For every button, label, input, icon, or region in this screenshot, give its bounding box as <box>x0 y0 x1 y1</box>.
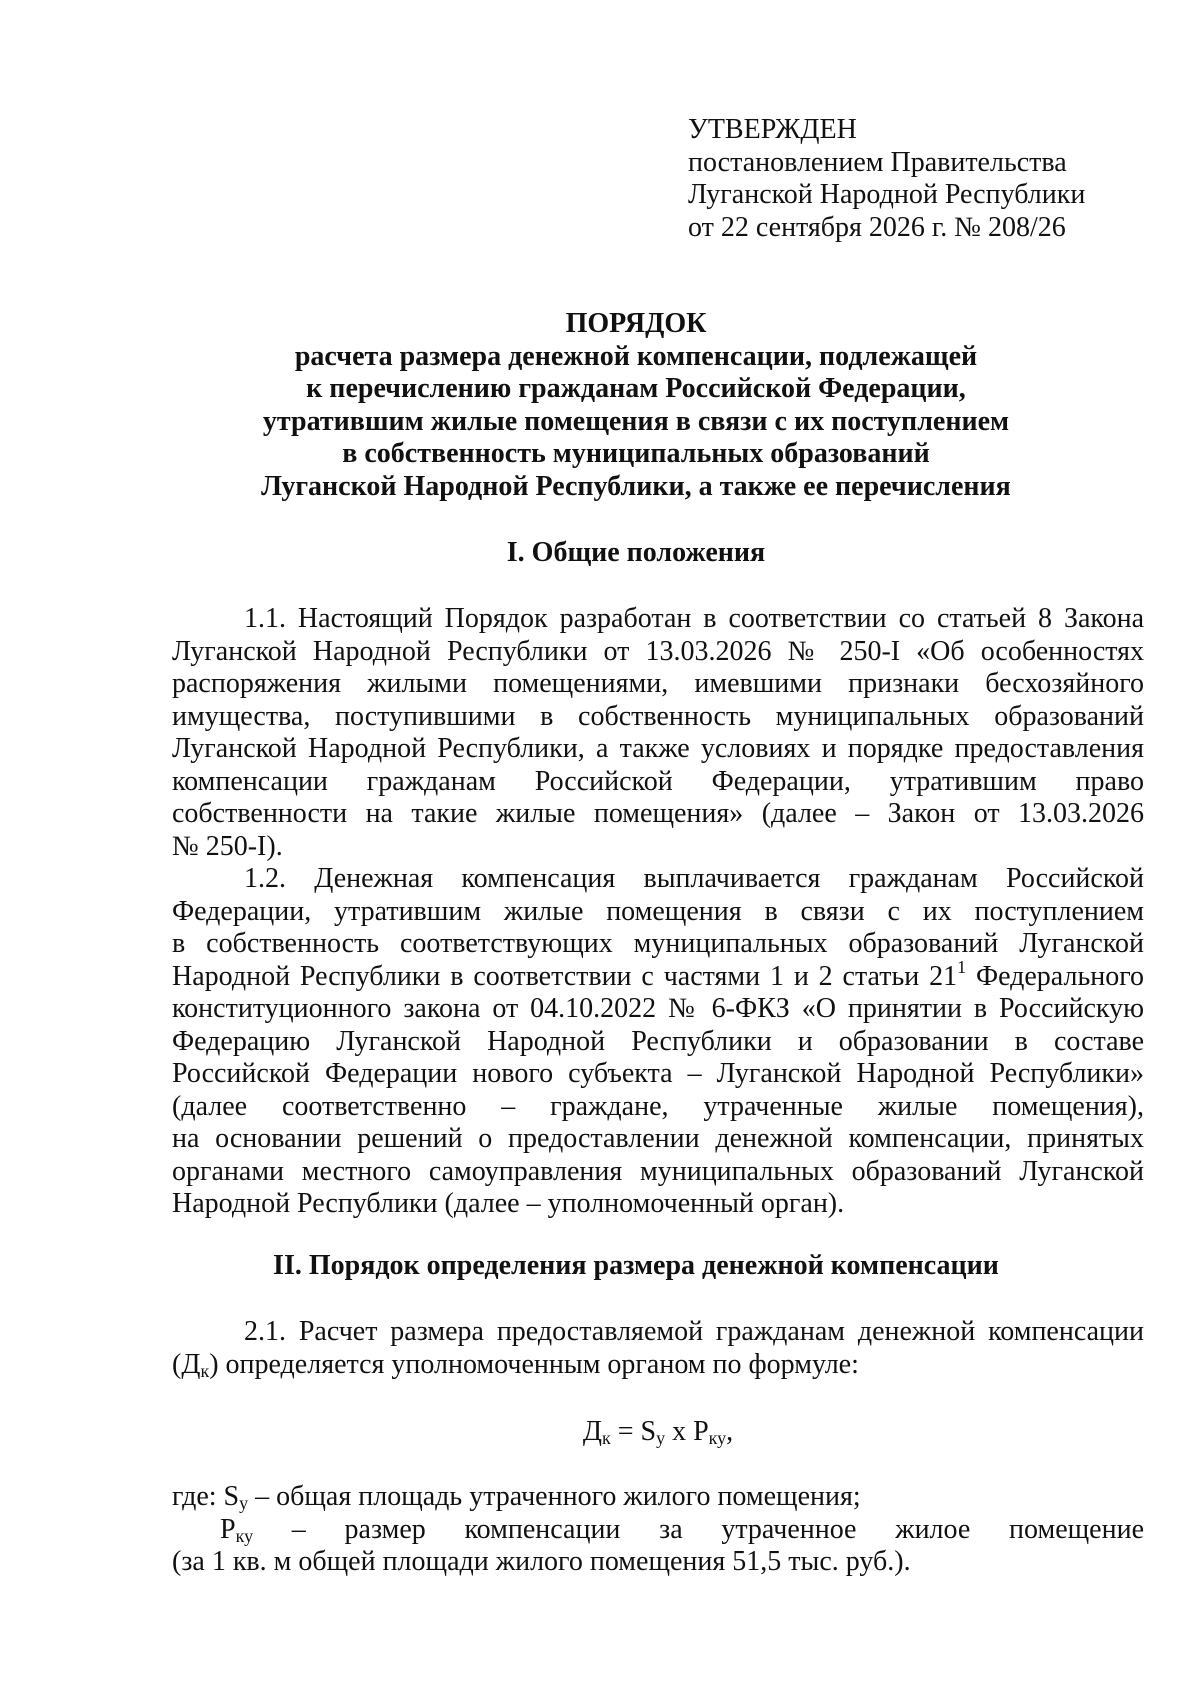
text-line: 1.1. Настоящий Порядок разработан в соответствии со статьей 8 Закона <box>244 603 1144 634</box>
text-line: органами местного самоуправления муниципальных образований Луганской <box>172 1155 1144 1187</box>
text-line: № 250-I). <box>172 830 283 862</box>
title-line: в собственность муниципальных образований <box>342 438 930 469</box>
formula-part: x Р <box>665 1416 709 1447</box>
superscript: 1 <box>957 956 967 977</box>
text-line: на основании решений о предоставлении денежной компенсации, принятых <box>172 1123 1144 1154</box>
formula-part: , <box>726 1416 734 1447</box>
text-line: Российской Федерации нового субъекта – Луганской Народной Республики» <box>172 1058 1144 1089</box>
subscript: ку <box>708 1428 727 1448</box>
text-line: 1.2. Денежная компенсация выплачивается гражданам Российской <box>244 863 1144 894</box>
text-line: 2.1. Расчет размера предоставляемой гражданам денежной компенсации <box>244 1316 1144 1347</box>
approval-line: УТВЕРЖДЕН <box>688 114 857 145</box>
paragraph-1-1 <box>172 603 1144 863</box>
paragraph-2-1 <box>172 1316 1144 1381</box>
title-line: расчета размера денежной компенсации, подлежащей <box>294 340 978 372</box>
formula-legend <box>172 1481 1144 1579</box>
text-span: Р <box>220 1513 236 1545</box>
approval-line: Луганской Народной Республики <box>688 179 1086 210</box>
text-span: ) определяется уполномоченным органом по формуле: <box>209 1348 859 1380</box>
text-line: (за 1 кв. м общей площади жилого помещения 51,5 тыс. руб.). <box>172 1546 911 1577</box>
document-title <box>170 308 1102 503</box>
section-heading-general: I. Общие положения <box>506 537 766 568</box>
text-line: (далее соответственно – граждане, утраченные жилые помещения), <box>172 1090 1144 1122</box>
text-line <box>172 956 1144 994</box>
subscript: у <box>239 1493 249 1513</box>
approval-line: от 22 сентября 2026 г. № 208/26 <box>688 211 1066 243</box>
text-span: Народной Республики в соответствии с частями 1 и 2 статьи 21 <box>172 960 958 992</box>
text-line: Луганской Народной Республики, а также условиях и порядке предоставления <box>172 733 1144 764</box>
subscript: у <box>656 1428 666 1448</box>
approval-line: постановлением Правительства <box>688 146 1067 178</box>
text-line <box>172 1481 1144 1514</box>
text-line: распоряжения жилыми помещениями, имевшими признаки бесхозяйного <box>172 668 1144 699</box>
text-line: Федерации, утратившим жилые помещения в связи с их поступлением <box>172 895 1144 927</box>
section-heading-calculation: II. Порядок определения размера денежной компенсации <box>273 1250 999 1281</box>
title-line: утратившим жилые помещения в связи с их поступлением <box>262 405 1010 437</box>
subscript: к <box>601 1428 611 1448</box>
text-span: – размер компенсации за утраченное жилое помещение <box>253 1513 1144 1545</box>
text-span: – общая площадь утраченного жилого помещения; <box>248 1481 861 1512</box>
subscript: ку <box>235 1525 254 1546</box>
text-line <box>172 1349 1144 1382</box>
approval-block <box>688 114 1168 244</box>
text-span: (Д <box>172 1348 201 1380</box>
text-line: Луганской Народной Республики от 13.03.2026 № 250-I «Об особенностях <box>172 635 1144 667</box>
paragraph-1-2 <box>172 863 1144 1221</box>
text-line: Федерацию Луганской Народной Республики и образовании в составе <box>172 1025 1144 1057</box>
compensation-formula <box>172 1416 1144 1449</box>
title-heading: ПОРЯДОК <box>565 308 707 339</box>
text-line <box>172 1514 1144 1547</box>
text-line: в собственность соответствующих муниципальных образований Луганской <box>172 928 1144 959</box>
text-line: компенсации гражданам Российской Федерации, утратившим право <box>172 765 1144 797</box>
text-line: имущества, поступившими в собственность муниципальных образований <box>172 700 1144 732</box>
subscript: к <box>200 1360 210 1381</box>
text-line: собственности на такие жилые помещения» (далее – Закон от 13.03.2026 <box>172 798 1144 829</box>
text-span: где: S <box>172 1481 240 1512</box>
text-line: Народной Республики (далее – уполномоченный орган). <box>172 1188 845 1219</box>
title-line: Луганской Народной Республики, а также ее перечисления <box>261 470 1011 502</box>
title-line: к перечислению гражданам Российской Федерации, <box>306 373 966 404</box>
formula-part: = S <box>610 1416 657 1447</box>
text-line: конституционного закона от 04.10.2022 № 6-ФКЗ «О принятии в Российскую <box>172 993 1144 1024</box>
text-span: Федерального <box>966 960 1144 992</box>
formula-part: Д <box>582 1416 602 1447</box>
